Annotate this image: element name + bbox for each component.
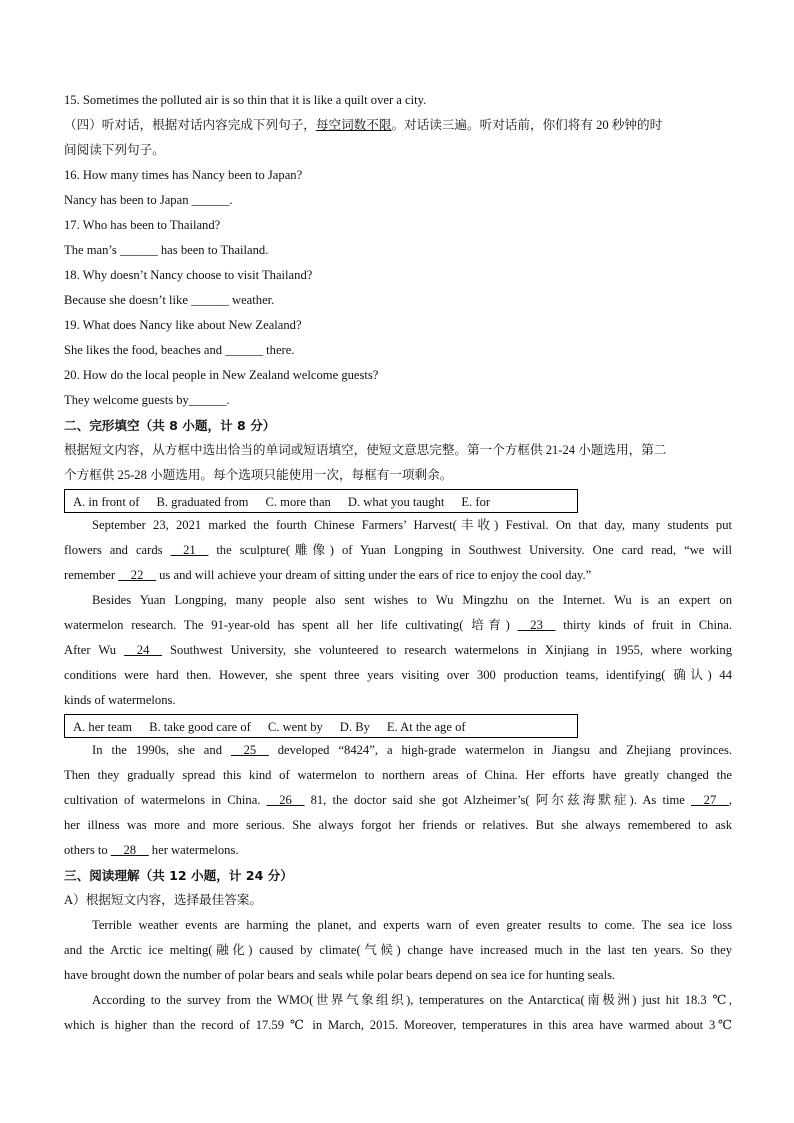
- cloze-paragraph2-line2: watermelon research. The 91-year-old has spent all her life cultivating( 培育) __23__ thirty kinds of fruit in China.: [64, 618, 732, 632]
- cloze-paragraph3-line5: others to __28__ her watermelons.: [64, 843, 239, 857]
- option-c: C. went by: [267, 720, 323, 734]
- reading-paragraph1-line2: and the Arctic ice melting(融化) caused by climate(气候) change have increased much in the last ten years. So they: [64, 943, 732, 957]
- blank-25: __25__: [230, 743, 269, 757]
- option-box-1: [64, 489, 578, 513]
- answer-17: The man’s ______ has been to Thailand.: [64, 243, 269, 257]
- cloze-instruction-line2: 个方框供 25-28 小题选用。每个选项只能使用一次，每框有一项剩余。: [64, 468, 453, 482]
- cloze-paragraph1-line3: remember __22__ us and will achieve your dream of sitting under the ears of rice to enjoy the cool day.”: [64, 568, 592, 582]
- cloze-instruction-line1: 根据短文内容，从方框中选出恰当的单词或短语填空，使短文意思完整。第一个方框供 21-24 小题选用，第二: [64, 443, 667, 457]
- question-19: 19. What does Nancy like about New Zealand?: [64, 318, 302, 332]
- question-16: 16. How many times has Nancy been to Japan?: [64, 168, 303, 182]
- reading-subsection-instruction: A）根据短文内容，选择最佳答案。: [64, 893, 263, 907]
- cloze-paragraph3-line4: her illness was more and more serious. She always forgot her friends or relatives. But she always remembered to ask: [64, 818, 732, 832]
- answer-19: She likes the food, beaches and ______ there.: [64, 343, 295, 357]
- answer-20: They welcome guests by______.: [64, 393, 230, 407]
- question-18: 18. Why doesn’t Nancy choose to visit Thailand?: [64, 268, 313, 282]
- cloze-paragraph1-line2: flowers and cards __21__ the sculpture(雕像) of Yuan Longping in Southwest University. One card read, “we will: [64, 543, 732, 557]
- blank-21: __21__: [170, 543, 209, 557]
- option-c: C. more than: [265, 495, 331, 509]
- reading-paragraph1-line3: have brought down the number of polar bears and seals while polar bears depend on sea ice for hunting seals.: [64, 968, 616, 982]
- cloze-paragraph2-line4: conditions were hard then. However, she spent three years visiting over 300 production teams, identifying( 确认) 44: [64, 668, 732, 682]
- cloze-paragraph2-line3: After Wu __24__ Southwest University, she volunteered to research watermelons in Xinjiang in 1955, where working: [64, 643, 732, 657]
- part4-instruction-line1: （四）听对话，根据对话内容完成下列句子，每空词数不限。对话读三遍。听对话前，你们将有 20 秒钟的时: [64, 118, 663, 132]
- cloze-paragraph2-line1: Besides Yuan Longping, many people also sent wishes to Wu Mingzhu on the Internet. Wu is an expert on: [92, 593, 732, 607]
- part4-instruction-line2: 间阅读下列句子。: [64, 143, 165, 157]
- option-b: B. take good care of: [149, 720, 251, 734]
- option-a: A. in front of: [73, 495, 140, 509]
- blank-27: __27__: [691, 793, 729, 807]
- option-box-2: [64, 714, 578, 738]
- option-e: E. for: [461, 495, 491, 509]
- question-17: 17. Who has been to Thailand?: [64, 218, 221, 232]
- question-20: 20. How do the local people in New Zealand welcome guests?: [64, 368, 379, 382]
- underlined-note: 每空词数不限: [315, 118, 392, 132]
- blank-23: __23__: [517, 618, 556, 632]
- answer-18: Because she doesn’t like ______ weather.: [64, 293, 275, 307]
- reading-paragraph2-line2: which is higher than the record of 17.59 ℃ in March, 2015. Moreover, temperatures in this area have warmed about 3℃: [64, 1018, 732, 1032]
- option-b: B. graduated from: [156, 495, 249, 509]
- reading-section-title: 三、阅读理解（共 12 小题，计 24 分）: [64, 868, 293, 883]
- reading-paragraph1-line1: Terrible weather events are harming the planet, and experts warn of even greater results to come. The sea ice loss: [92, 918, 732, 932]
- blank-28: __28__: [110, 843, 149, 857]
- question-15: 15. Sometimes the polluted air is so thin that it is like a quilt over a city.: [64, 93, 427, 107]
- document-page: [64, 88, 732, 1038]
- option-d: D. By: [339, 720, 370, 734]
- blank-24: __24__: [124, 643, 162, 657]
- cloze-paragraph3-line1: In the 1990s, she and __25__ developed “8424”, a high-grade watermelon in Jiangsu and Zhejiang provinces.: [92, 743, 732, 757]
- option-e: E. At the age of: [386, 720, 466, 734]
- cloze-paragraph2-line5: kinds of watermelons.: [64, 693, 176, 707]
- cloze-paragraph3-line3: cultivation of watermelons in China. __26__ 81, the doctor said she got Alzheimer’s( 阿尔兹海默症). As time __27__,: [64, 793, 732, 807]
- reading-paragraph2-line1: According to the survey from the WMO(世界气象组织), temperatures on the Antarctica(南极洲) just hit 18.3 ℃,: [92, 993, 732, 1007]
- answer-16: Nancy has been to Japan ______.: [64, 193, 233, 207]
- option-a: A. her team: [73, 720, 133, 734]
- cloze-section-title: 二、完形填空（共 8 小题，计 8 分）: [64, 418, 276, 433]
- blank-26: __26__: [266, 793, 305, 807]
- option-d: D. what you taught: [347, 495, 445, 509]
- blank-22: __22__: [118, 568, 156, 582]
- cloze-paragraph3-line2: Then they gradually spread this kind of watermelon to northern areas of China. Her efforts have greatly changed the: [64, 768, 732, 782]
- cloze-paragraph1-line1: September 23, 2021 marked the fourth Chinese Farmers’ Harvest(丰收) Festival. On that day, many students put: [92, 518, 732, 532]
